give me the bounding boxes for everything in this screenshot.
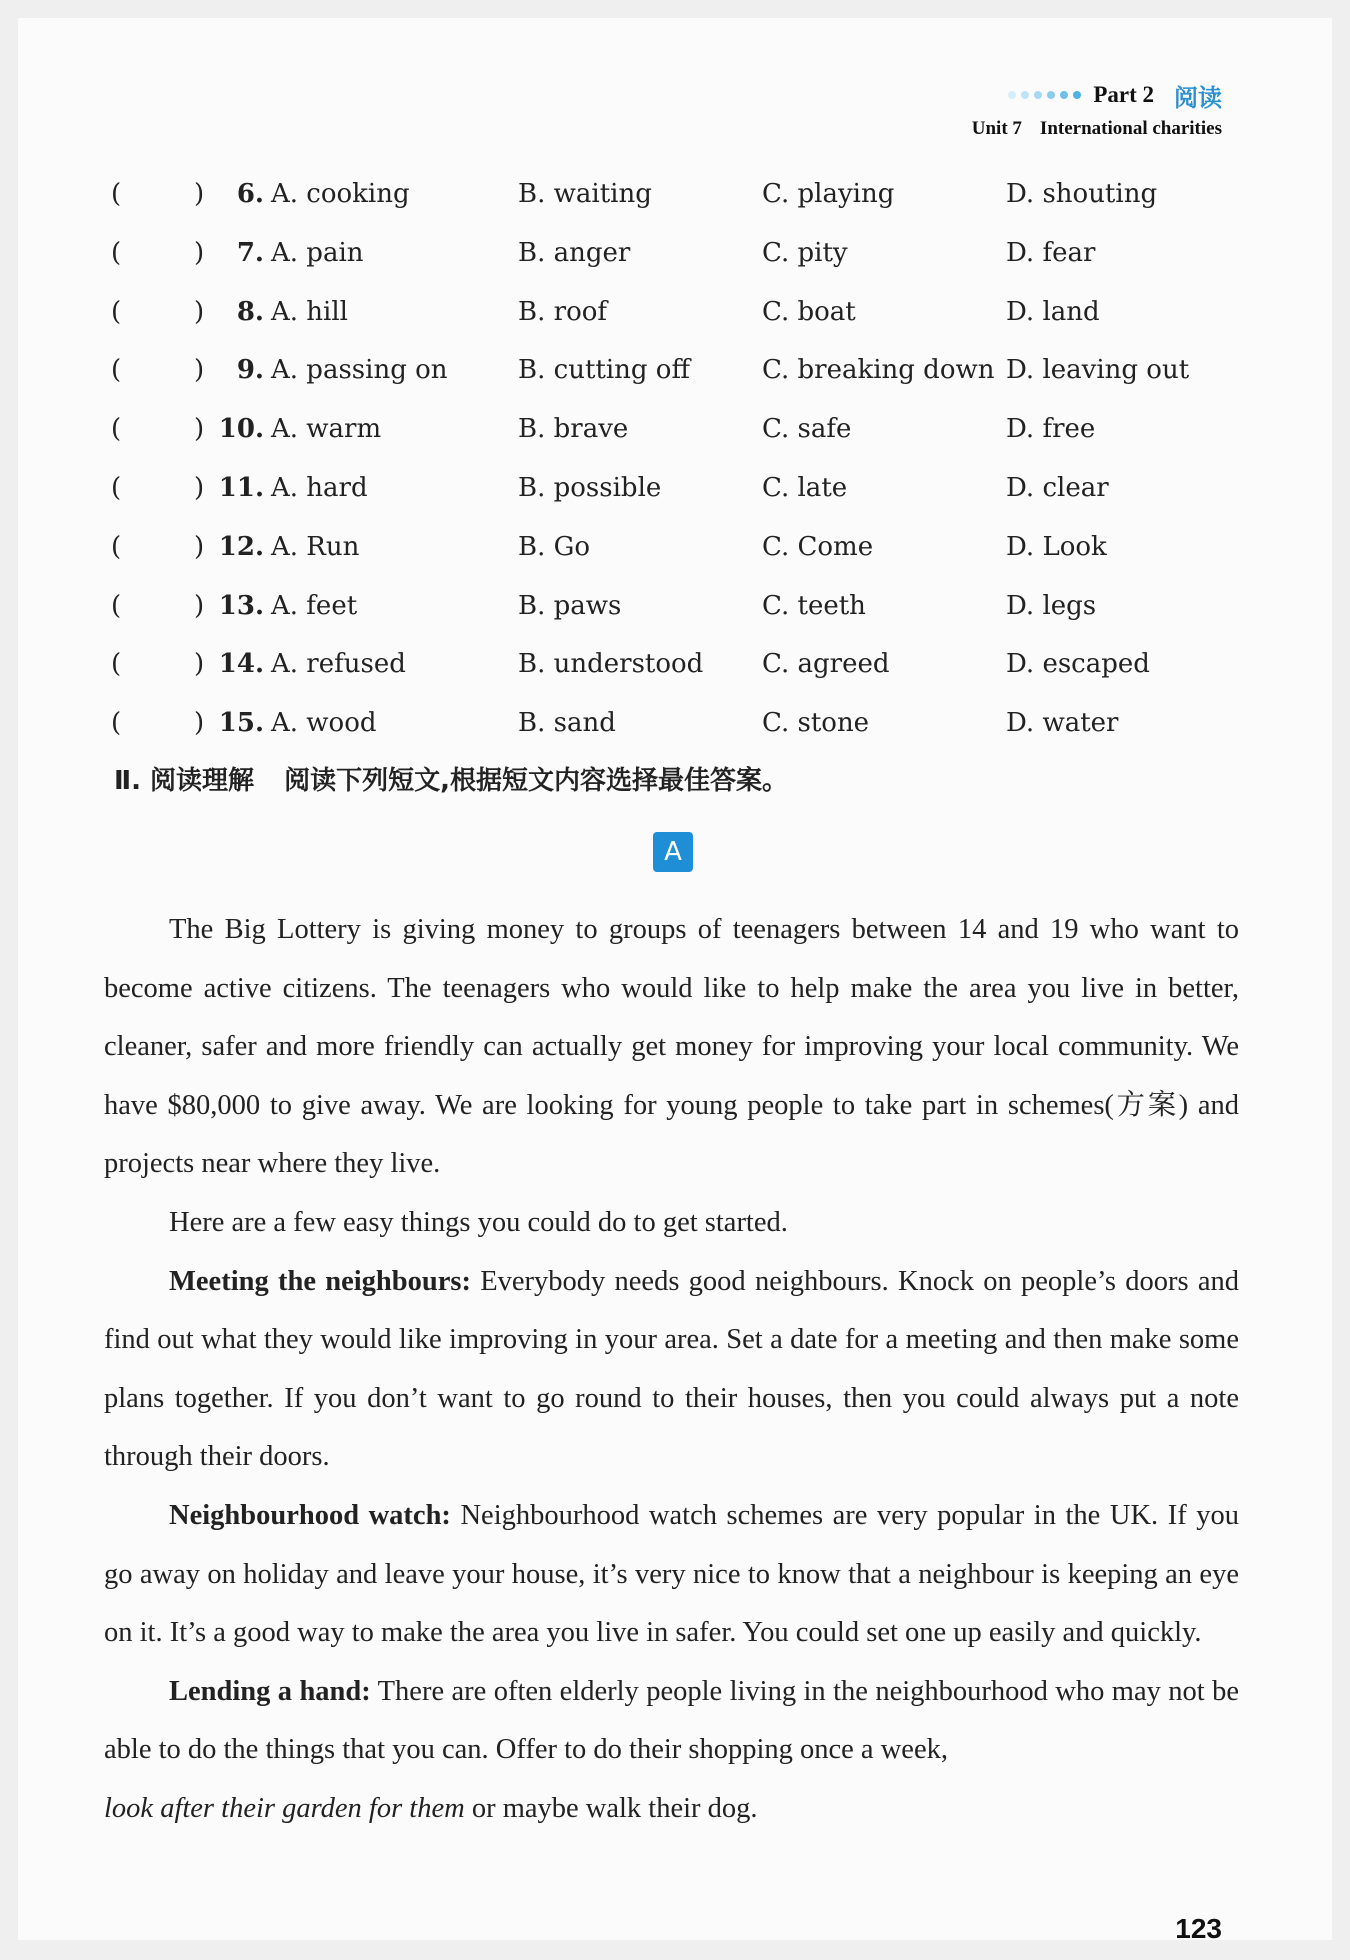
option-c: C. late [762,472,848,503]
passage-paragraph [104,1663,1239,1839]
passage-paragraph: Here are a few easy things you could do to get started. [169,1206,788,1238]
page [18,18,1332,1944]
section-label: Ⅱ. 阅读理解 [114,766,255,796]
option-b: B. understood [518,649,704,680]
unit-title: International charities [1039,118,1222,139]
passage [104,901,1239,1839]
option-b: B. roof [518,296,607,327]
paragraph-heading: Lending a hand: [169,1675,371,1707]
passage-paragraph: The Big Lottery is giving money to groups of teenagers between 14 and 19 who want to become active citizens. The teenagers who would like to help make the area you live in better, cleaner, safer and more friendly can actually get money for improving your local community. We have $80,000 to give away. We are looking for young people to take part in schemes(方案) and projects near where they live. [104,914,1239,1180]
option-d: D. clear [1006,472,1109,503]
dot-icon [1008,91,1016,99]
answer-paren-close[interactable]: ) [194,179,205,209]
option-d: D. escaped [1006,649,1150,680]
answer-paren-close[interactable]: ) [194,355,205,386]
option-c: C. teeth [762,590,866,621]
option-d: D. fear [1006,237,1096,268]
option-d: D. free [1006,414,1096,445]
option-c: C. playing [762,179,895,209]
question-number: 15. [218,708,264,739]
page-number: 123 [1175,1913,1222,1944]
section-instruction: 阅读下列短文,根据短文内容选择最佳答案。 [284,766,788,796]
option-b: B. brave [518,414,629,445]
dot-icon [1034,91,1042,99]
question-row [88,643,1278,702]
question-number: 9. [236,355,264,386]
option-c: C. boat [762,296,856,327]
option-b: B. Go [518,531,591,562]
answer-paren-close[interactable]: ) [194,296,205,327]
option-c: C. pity [762,237,848,268]
dot-icon [1047,91,1055,99]
answer-paren-close[interactable]: ) [194,590,205,621]
option-a: A. hill [271,296,348,327]
option-a: A. warm [271,414,382,445]
question-row [88,349,1278,408]
option-c: C. stone [762,708,870,739]
unit-label: Unit 7 [971,118,1022,139]
answer-paren-close[interactable]: ) [194,237,205,268]
answer-paren-open[interactable]: ( [111,179,122,209]
answer-paren-close[interactable]: ) [194,708,205,739]
answer-paren-open[interactable]: ( [111,531,122,562]
passage-paragraph [104,1487,1239,1663]
answer-paren-close[interactable]: ) [194,414,205,445]
option-c: C. Come [762,531,874,562]
part-title: 阅读 [1174,83,1222,112]
option-b: B. sand [518,708,616,739]
option-d: D. water [1006,708,1119,739]
question-row [88,526,1278,585]
question-number: 14. [218,649,264,680]
dot-icon [1073,91,1081,99]
answer-paren-open[interactable]: ( [111,472,122,503]
answer-paren-open[interactable]: ( [111,649,122,680]
paragraph-heading: Meeting the neighbours: [169,1265,471,1297]
question-row [88,408,1278,467]
answer-paren-close[interactable]: ) [194,472,205,503]
question-row [88,232,1278,291]
option-d: D. leaving out [1006,355,1190,386]
question-row [88,585,1278,644]
paragraph-italic: look after their garden for them [104,1792,465,1824]
page-header [972,80,1222,140]
option-a: A. passing on [271,355,448,386]
answer-paren-open[interactable]: ( [111,355,122,386]
answer-paren-open[interactable]: ( [111,237,122,268]
question-number: 12. [218,531,264,562]
paragraph-body: Everybody needs good neighbours. Knock on people’s doors and find out what they would like improving in your area. Set a date for a meeting and then make some plans together. If you don’t want to go round to their houses, then you could always put a note through their doors. [104,1265,1239,1473]
answer-paren-open[interactable]: ( [111,708,122,739]
answer-paren-open[interactable]: ( [111,296,122,327]
option-a: A. refused [271,649,406,680]
passage-paragraph [104,1253,1239,1487]
question-number: 11. [218,472,264,503]
answer-paren-open[interactable]: ( [111,590,122,621]
question-row [88,467,1278,526]
option-b: B. anger [518,237,631,268]
option-d: D. shouting [1006,179,1158,209]
answer-paren-open[interactable]: ( [111,414,122,445]
option-b: B. waiting [518,179,652,209]
option-d: D. land [1006,296,1100,327]
paragraph-body: There are often elderly people living in the neighbourhood who may not be able to do the things that you can. Offer to do their shopping once a week, [104,1675,1239,1766]
passage-badge: A [653,832,693,872]
question-list [88,173,1278,761]
option-b: B. paws [518,590,622,621]
option-b: B. cutting off [518,355,690,386]
paragraph-body: or maybe walk their dog. [464,1792,758,1824]
option-c: C. safe [762,414,852,445]
question-number: 6. [236,179,264,209]
part-label: Part 2 [1093,82,1154,107]
question-row [88,291,1278,350]
option-c: C. agreed [762,649,890,680]
option-a: A. Run [271,531,360,562]
question-row [88,702,1278,761]
question-row [88,173,1278,232]
paragraph-body: Neighbourhood watch schemes are very popular in the UK. If you go away on holiday and leave your house, it’s very nice to know that a neighbour is keeping an eye on it. It’s a good way to make the area you live in safer. You could set one up easily and quickly. [104,1499,1239,1649]
question-number: 7. [236,237,264,268]
decorative-dots [1008,91,1081,99]
option-a: A. cooking [271,179,410,209]
option-d: D. legs [1006,590,1097,621]
question-number: 8. [236,296,264,327]
option-a: A. pain [271,237,364,268]
answer-paren-close[interactable]: ) [194,531,205,562]
question-number: 10. [218,414,264,445]
paragraph-heading: Neighbourhood watch: [169,1499,451,1531]
section-title [114,760,788,797]
option-b: B. possible [518,472,662,503]
dot-icon [1021,91,1029,99]
option-d: D. Look [1006,531,1107,562]
option-a: A. feet [271,590,358,621]
dot-icon [1060,91,1068,99]
option-c: C. breaking down [762,355,995,386]
answer-paren-close[interactable]: ) [194,649,205,680]
option-a: A. hard [271,472,368,503]
option-a: A. wood [271,708,377,739]
question-number: 13. [218,590,264,621]
